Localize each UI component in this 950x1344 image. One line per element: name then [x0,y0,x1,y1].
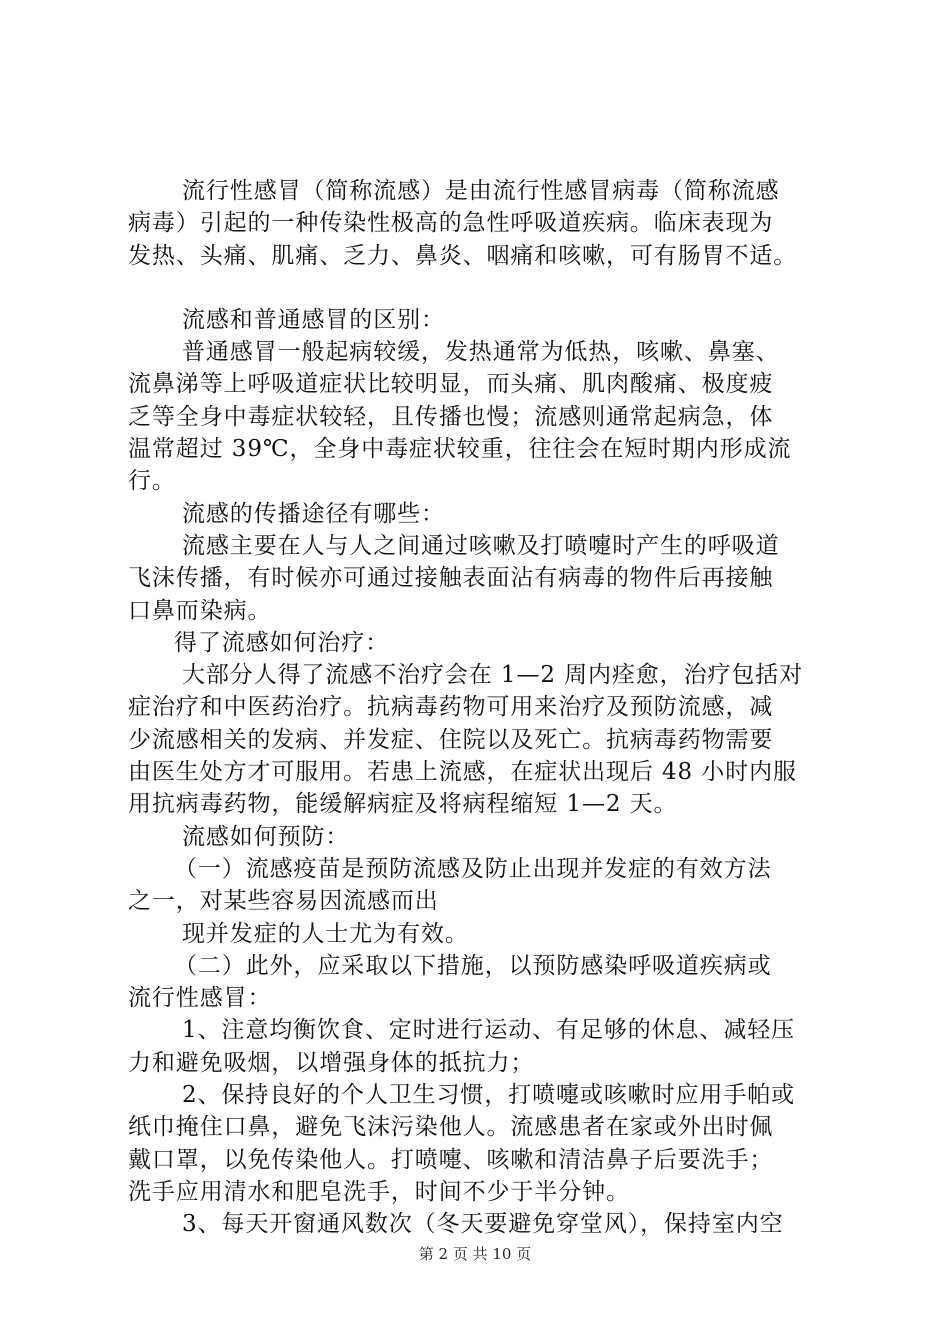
transmission-line-2: 飞沫传播，有时候亦可通过接触表面沾有病毒的物件后再接触 [128,565,774,592]
difference-line-5: 行。 [128,468,176,495]
measure-1-line-2: 力和避免吸烟，以增强身体的抵抗力； [128,1049,535,1076]
document-body [128,175,848,1241]
measure-1-line-1: 1、注意均衡饮食、定时进行运动、有足够的休息、减轻压 [182,1017,796,1044]
treatment-line-1: 大部分人得了流感不治疗会在 1—2 周内痊愈，治疗包括对 [182,662,804,689]
measure-2-line-2: 纸巾掩住口鼻，避免飞沫污染他人。流感患者在家或外出时佩 [128,1114,774,1141]
prevention-item-2-line-1: （二）此外，应采取以下措施，以预防感染呼吸道疾病或 [174,952,772,979]
difference-line-2: 流鼻涕等上呼吸道症状比较明显，而头痛、肌肉酸痛、极度疲 [128,371,774,398]
difference-line-1: 普通感冒一般起病较缓，发热通常为低热，咳嗽、鼻塞、 [182,339,780,366]
section-heading-treatment: 得了流感如何治疗： [174,629,390,656]
measure-3-line-1: 3、每天开窗通风数次（冬天要避免穿堂风），保持室内空 [182,1211,784,1238]
treatment-line-5: 用抗病毒药物，能缓解病症及将病程缩短 1—2 天。 [128,791,678,818]
page-footer: 第 2 页 共 10 页 [418,1245,532,1263]
intro-line-2: 病毒）引起的一种传染性极高的急性呼吸道疾病。临床表现为 [128,210,774,237]
section-heading-prevention: 流感如何预防： [182,823,350,850]
prevention-item-2-line-2: 流行性感冒： [128,985,272,1012]
measure-2-line-3: 戴口罩，以免传染他人。打喷嚏、咳嗽和清洁鼻子后要洗手； [128,1146,774,1173]
prevention-item-1-line-2: 之一，对某些容易因流感而出 [128,888,439,915]
difference-line-4: 温常超过 39℃，全身中毒症状较重，往往会在短时期内形成流 [128,436,792,463]
transmission-line-1: 流感主要在人与人之间通过咳嗽及打喷嚏时产生的呼吸道 [182,532,780,559]
prevention-item-1-line-3: 现并发症的人士尤为有效。 [182,920,469,947]
intro-line-1: 流行性感冒（简称流感）是由流行性感冒病毒（简称流感 [182,178,780,204]
measure-2-line-4: 洗手应用清水和肥皂洗手，时间不少于半分钟。 [128,1178,630,1205]
paragraph-gap [128,272,848,304]
section-heading-difference: 流感和普通感冒的区别： [182,306,445,333]
treatment-line-3: 少流感相关的发病、并发症、住院以及死亡。抗病毒药物需要 [128,726,774,753]
measure-2-line-1: 2、保持良好的个人卫生习惯，打喷嚏或咳嗽时应用手帕或 [182,1082,796,1109]
section-heading-transmission: 流感的传播途径有哪些： [182,500,445,527]
transmission-line-3: 口鼻而染病。 [128,597,272,624]
difference-line-3: 乏等全身中毒症状较轻，且传播也慢；流感则通常起病急，体 [128,403,774,430]
intro-line-3: 发热、头痛、肌痛、乏力、鼻炎、咽痛和咳嗽，可有肠胃不适。 [128,242,798,269]
prevention-item-1-line-1: （一）流感疫苗是预防流感及防止出现并发症的有效方法 [174,855,772,882]
treatment-line-4: 由医生处方才可服用。若患上流感，在症状出现后 48 小时内服 [128,759,797,786]
treatment-line-2: 症治疗和中医药治疗。抗病毒药物可用来治疗及预防流感，减 [128,694,774,721]
